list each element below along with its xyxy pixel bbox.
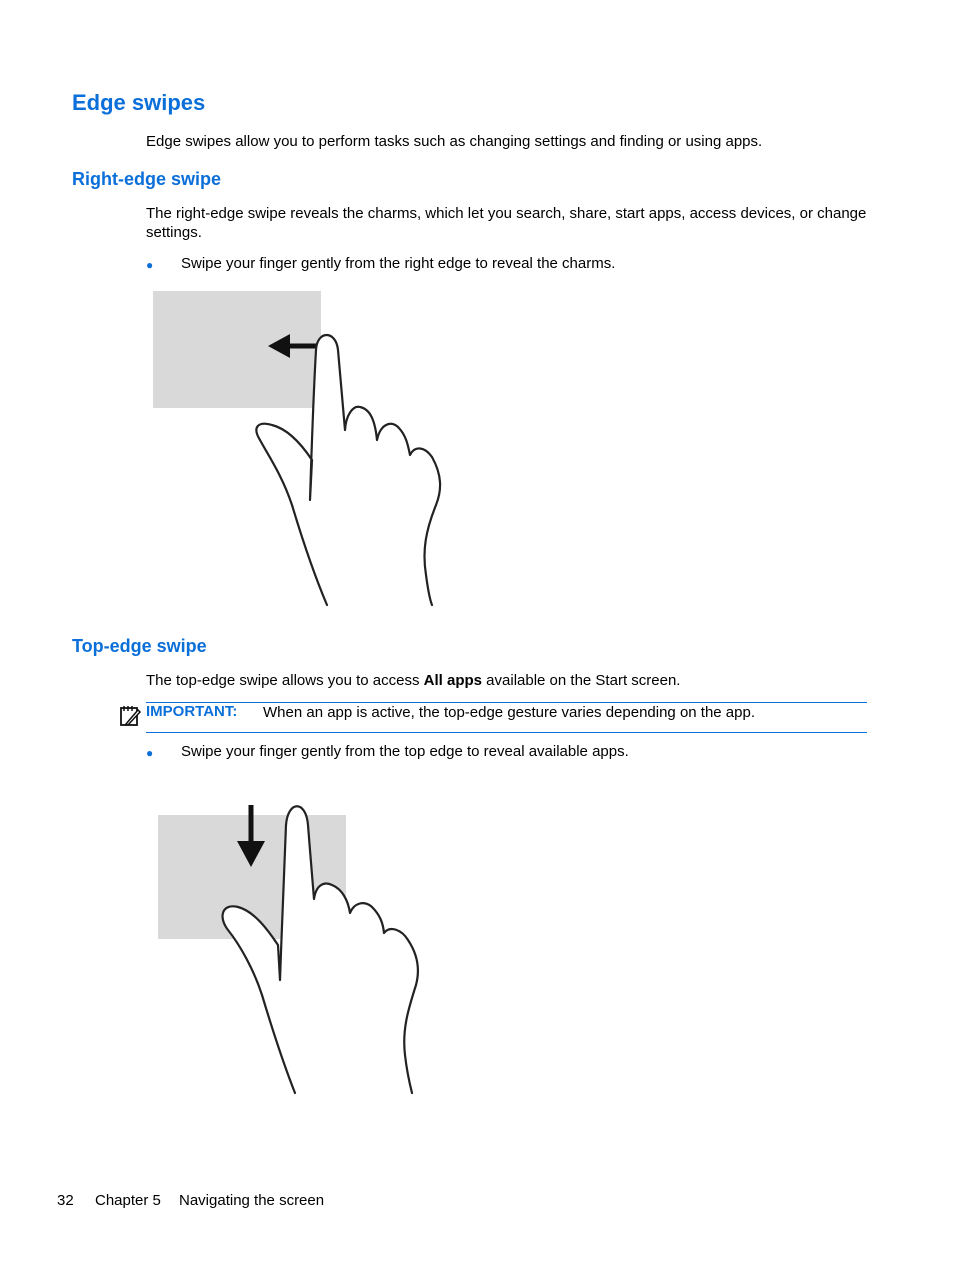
important-bottom-rule xyxy=(146,732,867,733)
bullet-icon: ● xyxy=(146,746,154,760)
page-number: 32 xyxy=(57,1192,74,1209)
top-edge-swipe-illustration xyxy=(150,795,450,1105)
page-title: Edge swipes xyxy=(72,90,206,115)
right-edge-swipe-illustration xyxy=(140,285,460,615)
important-text: When an app is active, the top-edge gesture varies depending on the app. xyxy=(263,704,756,721)
intro-paragraph: Edge swipes allow you to perform tasks such as changing settings and finding or using apps. xyxy=(146,133,763,150)
right-edge-bullet: Swipe your finger gently from the right edge to reveal the charms. xyxy=(181,255,616,272)
footer-chapter-title: Navigating the screen xyxy=(179,1192,325,1209)
right-edge-heading: Right-edge swipe xyxy=(72,169,222,189)
top-edge-bullet: Swipe your finger gently from the top edge to reveal available apps. xyxy=(181,743,629,760)
screen-area xyxy=(153,291,321,408)
top-edge-paragraph-post: available on the Start screen. xyxy=(482,672,681,689)
top-edge-heading: Top-edge swipe xyxy=(72,636,207,656)
right-edge-paragraph: The right-edge swipe reveals the charms, which let you search, share, start apps, access devices, or change settings. xyxy=(146,205,867,241)
bullet-icon: ● xyxy=(146,258,154,272)
top-edge-paragraph-pre: The top-edge swipe allows you to access xyxy=(146,672,424,689)
footer-chapter: Chapter 5 xyxy=(95,1192,161,1209)
note-pad-icon xyxy=(118,704,142,728)
all-apps-text: All apps xyxy=(423,672,483,689)
important-label: IMPORTANT: xyxy=(146,703,238,720)
top-edge-paragraph xyxy=(146,671,868,690)
